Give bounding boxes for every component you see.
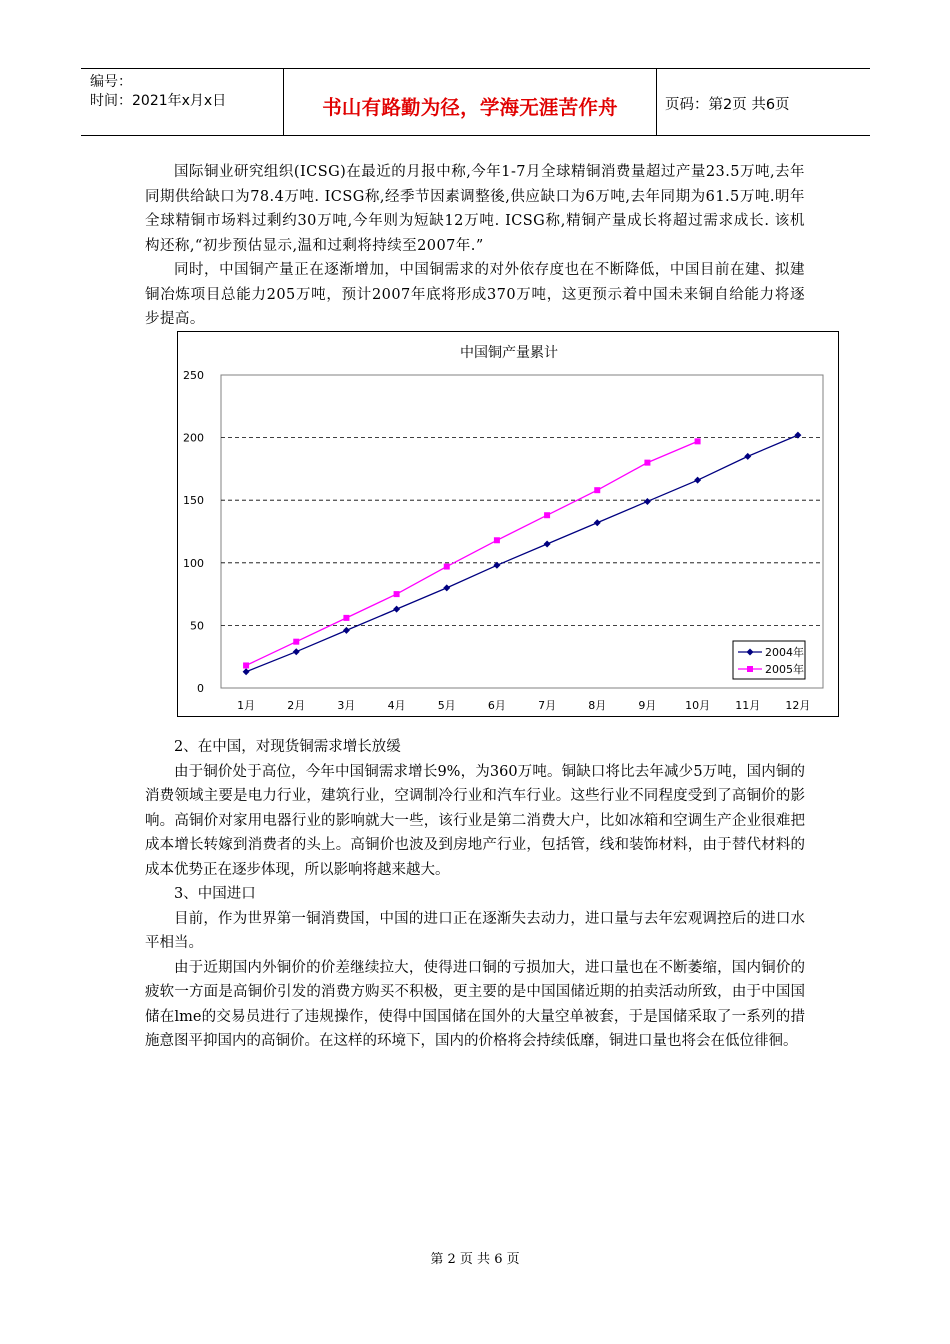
data-point — [644, 498, 651, 505]
legend-label: 2004年 — [765, 646, 804, 659]
data-point — [393, 606, 400, 613]
x-tick-label: 8月 — [588, 699, 607, 712]
data-point — [444, 564, 450, 570]
page-footer: 第 2 页 共 6 页 — [430, 1252, 520, 1267]
y-tick-label: 0 — [197, 682, 204, 695]
data-point — [594, 487, 600, 493]
data-point — [594, 519, 601, 526]
data-point — [744, 453, 751, 460]
chart-canvas — [178, 332, 840, 718]
x-tick-label: 3月 — [337, 699, 356, 712]
x-tick-label: 9月 — [638, 699, 657, 712]
top-text-block — [145, 160, 805, 332]
data-point — [695, 438, 701, 444]
data-point — [243, 668, 250, 675]
x-axis-ticks — [237, 699, 810, 712]
y-tick-label: 100 — [183, 556, 204, 570]
copper-production-chart — [177, 331, 839, 717]
legend-label: 2005年 — [765, 663, 804, 676]
data-point — [394, 591, 400, 597]
bottom-text-block — [145, 735, 805, 1054]
y-tick-label: 200 — [183, 431, 204, 445]
x-tick-label: 7月 — [538, 699, 557, 712]
x-tick-label: 12月 — [785, 699, 811, 712]
y-tick-label: 50 — [190, 619, 204, 633]
header-motto-cell — [283, 69, 657, 135]
data-point — [694, 477, 701, 484]
series-line-1 — [246, 441, 697, 665]
paragraph-icsg: 国际铜业研究组织(ICSG)在最近的月报中称,今年1-7月全球精铜消费量超过产量23.5万吨,去年同期供给缺口为78.4万吨. ICSG称,经季节因素调整後,供应缺口为6万吨,去年同期为61.5万吨.明年全球精铜市场料过剩约30万吨,今年则为短缺12万吨. ICSG称,精铜产量成长将超过需求成长. 该机构还称,“初步预估显示,温和过剩将持续至2007年.” — [145, 164, 805, 254]
x-tick-label: 11月 — [735, 699, 761, 712]
data-point — [544, 541, 551, 548]
paragraph-china-production: 同时，中国铜产量正在逐渐增加，中国铜需求的对外依存度也在不断降低，中国目前在建、拟建铜冶炼项目总能力205万吨，预计2007年底将形成370万吨，这更预示着中国未来铜自给能力将逐步提高。 — [145, 262, 805, 327]
data-point — [293, 639, 299, 645]
x-tick-label: 10月 — [685, 699, 711, 712]
data-point — [343, 615, 349, 621]
x-tick-label: 5月 — [437, 699, 456, 712]
x-tick-label: 2月 — [287, 699, 306, 712]
document-header — [81, 68, 870, 136]
data-point — [443, 584, 450, 591]
y-tick-label: 150 — [183, 494, 204, 508]
header-info-cell — [81, 69, 283, 135]
chart-legend — [733, 641, 805, 679]
x-tick-label: 1月 — [237, 699, 256, 712]
page-label: 页码：第2页 共6页 — [665, 97, 790, 113]
motto-text: 书山有路勤为径，学海无涯苦作舟 — [322, 96, 618, 119]
data-point — [644, 460, 650, 466]
x-tick-label: 4月 — [387, 699, 406, 712]
data-point — [544, 512, 550, 518]
date-label: 时间：2021年x月x日 — [90, 93, 227, 109]
chart-title: 中国铜产量累计 — [460, 345, 558, 361]
data-point — [343, 627, 350, 634]
series-line-0 — [246, 435, 798, 672]
y-tick-label: 250 — [183, 369, 204, 382]
grid-lines — [221, 438, 823, 626]
body-paragraph: 目前，作为世界第一铜消费国，中国的进口正在逐渐失去动力，进口量与去年宏观调控后的进口水平相当。 — [145, 910, 805, 951]
data-point — [293, 648, 300, 655]
x-tick-label: 6月 — [487, 699, 506, 712]
section-heading: 2、在中国，对现货铜需求增长放缓 — [174, 739, 401, 755]
data-point — [243, 662, 249, 668]
series-lines — [243, 432, 802, 676]
body-paragraph: 由于近期国内外铜价的价差继续拉大，使得进口铜的亏损加大，进口量也在不断萎缩，国内铜价的疲软一方面是高铜价引发的消费方购买不积极，更主要的是中国国储近期的拍卖活动所致，由于中国国储在lme的交易员进行了违规操作，使得中国国储在国外的大量空单被套，于是国储采取了一系列的措施意图平抑国内的高铜价。在这样的环境下，国内的价格将会持续低靡，铜进口量也将会在低位徘徊。 — [145, 959, 805, 1049]
y-axis-ticks — [183, 369, 204, 695]
body-paragraph: 由于铜价处于高位，今年中国铜需求增长9%，为360万吨。铜缺口将比去年减少5万吨，国内铜的消费领域主要是电力行业，建筑行业，空调制冷行业和汽车行业。这些行业不同程度受到了高铜价的影响。高铜价对家用电器行业的影响就大一些，该行业是第二消费大户，比如冰箱和空调生产企业很难把成本增长转嫁到消费者的头上。高铜价也波及到房地产行业，包括管，线和装饰材料，由于替代材料的成本优势正在逐步体现，所以影响将越来越大。 — [145, 763, 805, 878]
legend-marker — [747, 666, 753, 672]
section-heading: 3、中国进口 — [174, 886, 256, 902]
number-label: 编号： — [90, 74, 132, 90]
data-point — [494, 537, 500, 543]
